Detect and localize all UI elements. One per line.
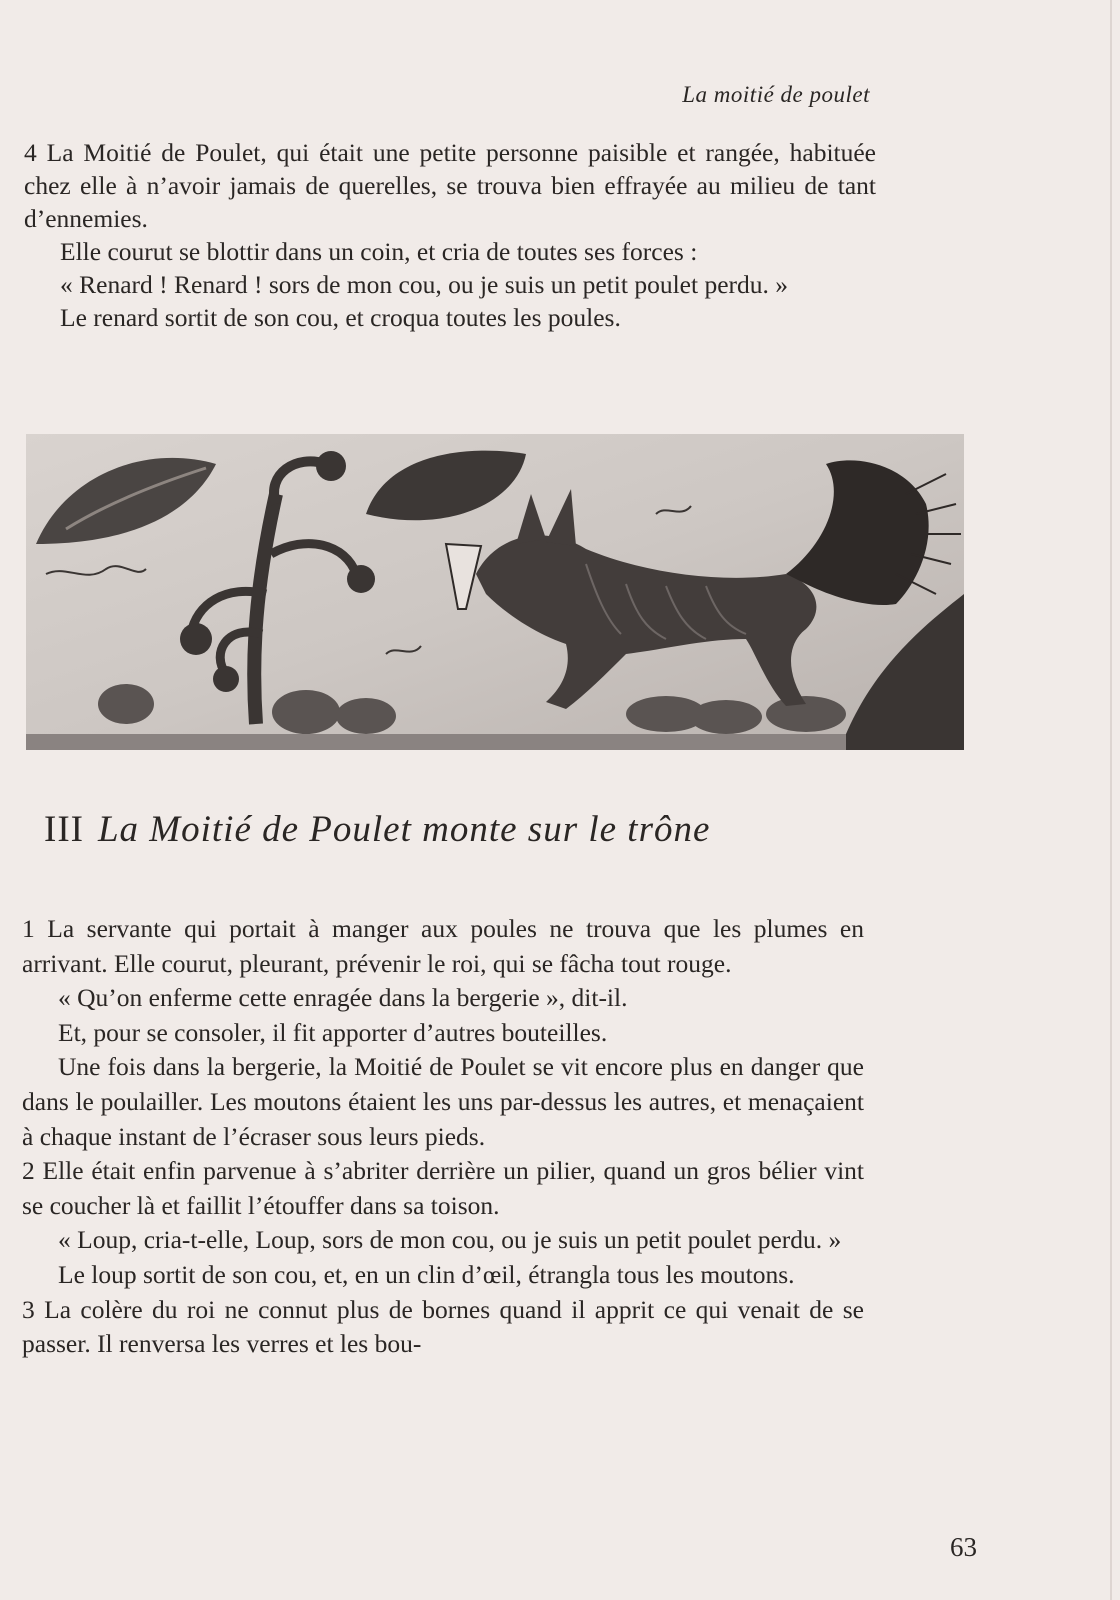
paragraph: « Loup, cria-t-elle, Loup, sors de mon cou, ou je suis un petit poulet perdu. » — [58, 1225, 842, 1255]
chapter-title: La Moitié de Poulet monte sur le trône — [97, 809, 711, 850]
running-header: La moitié de poulet — [682, 82, 870, 107]
chapter-heading — [44, 808, 904, 851]
text-block-top — [24, 136, 876, 334]
paragraph: Et, pour se consoler, il fit apporter d’autres bouteilles. — [58, 1017, 608, 1047]
paragraph: Le renard sortit de son cou, et croqua toutes les poules. — [60, 303, 621, 332]
paragraph: 1 La servante qui portait à manger aux poules ne trouva que les plumes en arrivant. Elle courut, pleurant, prévenir le roi, qui se fâcha tout rouge. — [22, 914, 864, 978]
chapter-number: III — [44, 809, 84, 850]
paragraph: 3 La colère du roi ne connut plus de bornes quand il apprit ce qui venait de se passer. Il renversa les verres et les bou- — [22, 1294, 864, 1359]
text-block-bottom — [22, 912, 864, 1362]
paragraph: « Qu’on enferme cette enragée dans la bergerie », dit-il. — [58, 983, 628, 1013]
paragraph: Elle courut se blottir dans un coin, et cria de toutes ses forces : — [60, 237, 698, 266]
paragraph: « Renard ! Renard ! sors de mon cou, ou je suis un petit poulet perdu. » — [60, 270, 789, 299]
fox-drawing — [26, 434, 964, 750]
page-edge — [1110, 0, 1112, 1600]
paragraph: 2 Elle était enfin parvenue à s’abriter derrière un pilier, quand un gros bélier vint se coucher là et faillit l’étouffer dans sa toison. — [22, 1156, 864, 1220]
paragraph: Le loup sortit de son cou, et, en un clin d’œil, étrangla tous les moutons. — [58, 1259, 795, 1289]
page-number: 63 — [950, 1532, 977, 1562]
paragraph: Une fois dans la bergerie, la Moitié de Poulet se vit encore plus en danger que dans le poulailler. Les moutons étaient les uns par-dessus les autres, et menaçaient à chaque instant de l’écraser sous leurs pieds. — [22, 1052, 864, 1151]
fox-illustration — [26, 434, 964, 750]
paragraph: 4 La Moitié de Poulet, qui était une petite personne paisible et rangée, habituée chez elle à n’avoir jamais de querelles, se trouva bien effrayée au milieu de tant d’ennemies. — [24, 138, 876, 233]
